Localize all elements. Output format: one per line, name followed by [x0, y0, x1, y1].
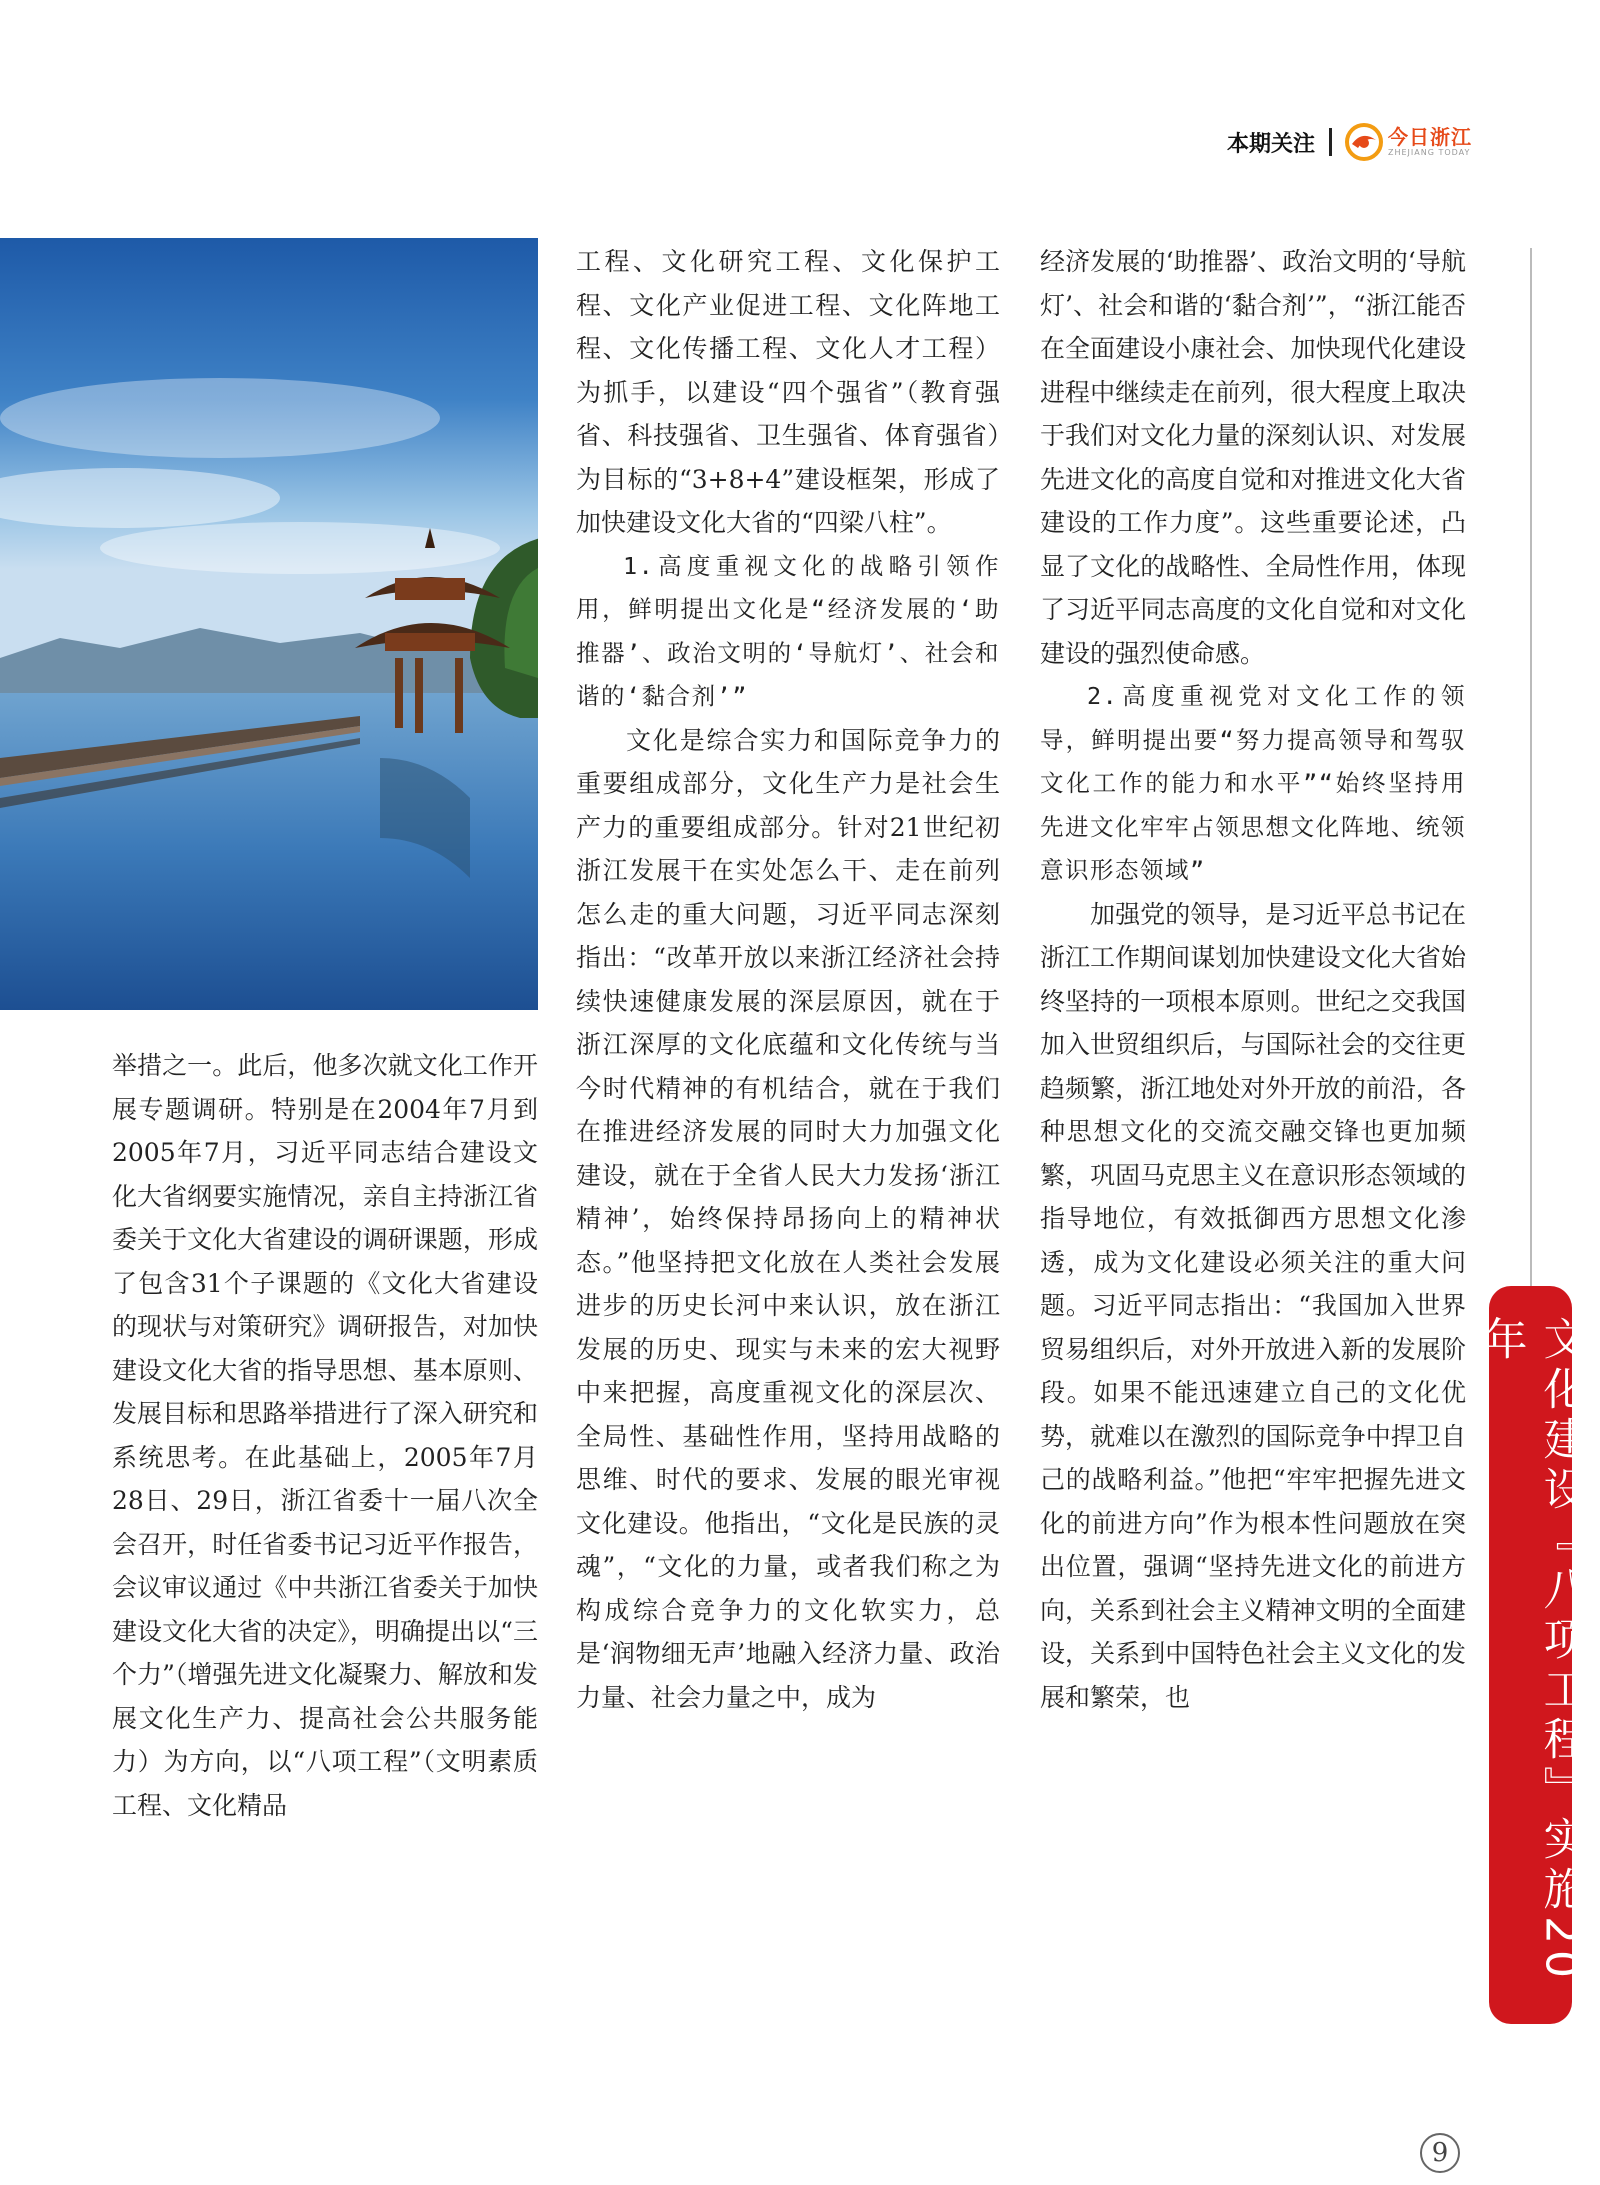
body-paragraph: 加强党的领导，是习近平总书记在浙江工作期间谋划加快建设文化大省始终坚持的一项根本原则。世纪之交我国加入世贸组织后，与国际社会的交往更趋频繁，浙江地处对外开放的前沿，各种思想文化的交流交融交锋也更加频繁，巩固马克思主义在意识形态领域的指导地位，有效抵御西方思想文化渗透，成为文化建设必须关注的重大问题。习近平同志指出：“我国加入世界贸易组织后，对外开放进入新的发展阶段。如果不能迅速建立自己的文化优势，就难以在激烈的国际竞争中捍卫自己的战略利益。”他把“牢牢把握先进文化的前进方向”作为根本性问题放在突出位置，强调“坚持先进文化的前进方向，关系到社会主义精神文明的全面建设，关系到中国特色社会主义文化的发展和繁荣，也 — [1040, 899, 1466, 1712]
subheading: 2.高度重视党对文化工作的领导，鲜明提出要“努力提高领导和驾驭文化工作的能力和水平”“始终坚持用先进文化牢牢占领思想文化阵地、统领意识形态领域” — [1040, 682, 1466, 884]
magazine-logo — [1344, 122, 1472, 162]
text-column-2 — [576, 240, 1000, 1719]
logo-title: 今日浙江 — [1388, 125, 1472, 149]
side-title: 文化建设『八项工程』实施20年 — [1475, 1316, 1587, 1984]
body-paragraph: 工程、文化研究工程、文化保护工程、文化产业促进工程、文化阵地工程、文化传播工程、文化人才工程）为抓手，以建设“四个强省”（教育强省、科技强省、卫生强省、体育强省）为目标的“3+8+4”建设框架，形成了加快建设文化大省的“四梁八柱”。 — [576, 247, 1000, 537]
section-label: 本期关注 — [1226, 131, 1315, 157]
text-column-3 — [1040, 240, 1466, 1719]
body-paragraph: 经济发展的‘助推器’、政治文明的‘导航灯’、社会和谐的‘黏合剂’”，“浙江能否在全面建设小康社会、加快现代化建设进程中继续走在前列，很大程度上取决于我们对文化力量的深刻认识、对发展先进文化的高度自觉和对推进文化大省建设的工作力度”。这些重要论述，凸显了文化的战略性、全局性作用，体现了习近平同志高度的文化自觉和对文化建设的强烈使命感。 — [1040, 247, 1466, 668]
column-rule — [1530, 248, 1532, 1448]
page-header — [1227, 118, 1472, 166]
swirl-logo-icon — [1344, 122, 1384, 162]
header-divider — [1329, 128, 1332, 156]
west-lake-pavilion-photo — [0, 238, 538, 1010]
side-title-tab — [1475, 1286, 1587, 2024]
body-paragraph: 文化是综合实力和国际竞争力的重要组成部分，文化生产力是社会生产力的重要组成部分。针对21世纪初浙江发展干在实处怎么干、走在前列怎么走的重大问题，习近平同志深刻指出：“改革开放以来浙江经济社会持续快速健康发展的深层原因，就在于浙江深厚的文化底蕴和文化传统与当今时代精神的有机结合，就在于我们在推进经济发展的同时大力加强文化建设，就在于全省人民大力发扬‘浙江精神’，始终保持昂扬向上的精神状态。”他坚持把文化放在人类社会发展进步的历史长河中来认识，放在浙江发展的历史、现实与未来的宏大视野中来把握，高度重视文化的深层次、全局性、基础性作用，坚持用战略的思维、时代的要求、发展的眼光审视文化建设。他指出，“文化是民族的灵魂”，“文化的力量，或者我们称之为构成综合竞争力的文化软实力，总是‘润物细无声’地融入经济力量、政治力量、社会力量之中，成为 — [576, 725, 1000, 1712]
logo-subtitle: ZHEJIANG TODAY — [1388, 148, 1471, 157]
page-number: 9 — [1420, 2133, 1460, 2173]
text-column-1 — [112, 1044, 538, 1827]
body-paragraph: 举措之一。此后，他多次就文化工作开展专题调研。特别是在2004年7月到2005年7月，习近平同志结合建设文化大省纲要实施情况，亲自主持浙江省委关于文化大省建设的调研课题，形成了包含31个子课题的《文化大省建设的现状与对策研究》调研报告，对加快建设文化大省的指导思想、基本原则、发展目标和思路举措进行了深入研究和系统思考。在此基础上，2005年7月28日、29日，浙江省委十一届八次全会召开，时任省委书记习近平作报告，会议审议通过《中共浙江省委关于加快建设文化大省的决定》，明确提出以“三个力”（增强先进文化凝聚力、解放和发展文化生产力、提高社会公共服务能力）为方向，以“八项工程”（文明素质工程、文化精品 — [112, 1051, 538, 1820]
subheading: 1.高度重视文化的战略引领作用，鲜明提出文化是“经济发展的‘助推器’、政治文明的‘导航灯’、社会和谐的‘黏合剂’” — [576, 551, 1000, 710]
